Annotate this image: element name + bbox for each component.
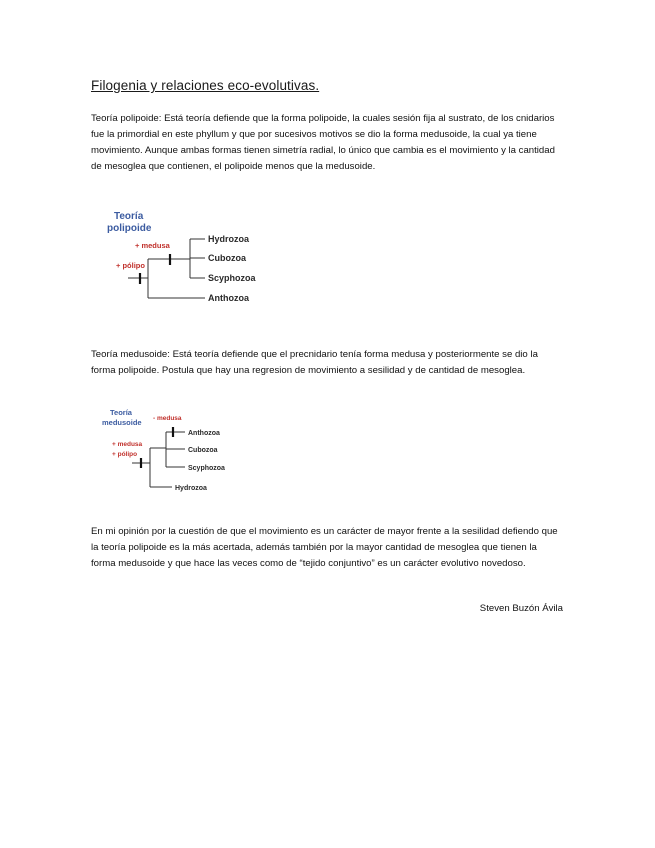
diagram2-title-line2: medusoide — [102, 418, 142, 427]
diagram2-trait-polipo: + pólipo — [112, 451, 138, 458]
diagram2-title-line1: Teoría — [110, 408, 132, 417]
diagram1-trait-medusa: + medusa — [135, 241, 170, 250]
diagram1-trait-polipo: + pólipo — [116, 261, 145, 270]
diagram2-taxon-hydrozoa: Hydrozoa — [175, 485, 207, 492]
paragraph-teoria-medusoide: Teoría medusoide: Está teoría defiende que el precnidario tenía forma medusa y posteriormente se dio la forma polipoide. Postula que hay una regresion de movimiento a sesilidad y de cantidad de mesoglea. — [91, 349, 538, 376]
paragraph-teoria-polipoide: Teoría polipoide: Está teoría defiende que la forma polipoide, la cuales sesión fija al sustrato, de los cnidarios fue la primordial en este phyllum y que por sucesivos motivos se dio la forma medusoide, la cual ya tiene movimiento. Aunque ambas formas tienen simetría radial, lo único que cambia es el movimiento y la cantidad de mesoglea que contienen, el polipoide menos que la medusoide. — [91, 113, 555, 172]
paragraph-opinion: En mi opinión por la cuestión de que el movimiento es un carácter de mayor frente a la sesilidad defiendo que la teoría polipoide es la más acertada, además también por la mayor cantidad de mesoglea que tienen la forma medusoide y que hace las veces como de “tejido conjuntivo” es un carácter evolutivo novedoso. — [91, 526, 558, 569]
document-title: Filogenia y relaciones eco-evolutivas. — [91, 78, 320, 93]
diagram1-taxon-anthozoa: Anthozoa — [208, 293, 249, 303]
diagram2-taxon-anthozoa: Anthozoa — [188, 430, 220, 437]
diagram1-taxon-hydrozoa: Hydrozoa — [208, 234, 250, 244]
diagram2-trait-minus-medusa: - medusa — [153, 415, 182, 422]
diagram1-taxon-cubozoa: Cubozoa — [208, 253, 246, 263]
diagram1-taxon-scyphozoa: Scyphozoa — [208, 273, 256, 283]
diagram-teoria-polipoide — [100, 205, 280, 315]
diagram-teoria-medusoide — [100, 405, 270, 500]
diagram1-title-line2: polipoide — [107, 223, 152, 234]
diagram2-taxon-cubozoa: Cubozoa — [188, 447, 218, 454]
diagram2-trait-medusa: + medusa — [112, 441, 143, 448]
signature: Steven Buzón Ávila — [479, 603, 563, 614]
diagram2-taxon-scyphozoa: Scyphozoa — [188, 465, 225, 472]
diagram1-title-line1: Teoría — [114, 211, 144, 222]
